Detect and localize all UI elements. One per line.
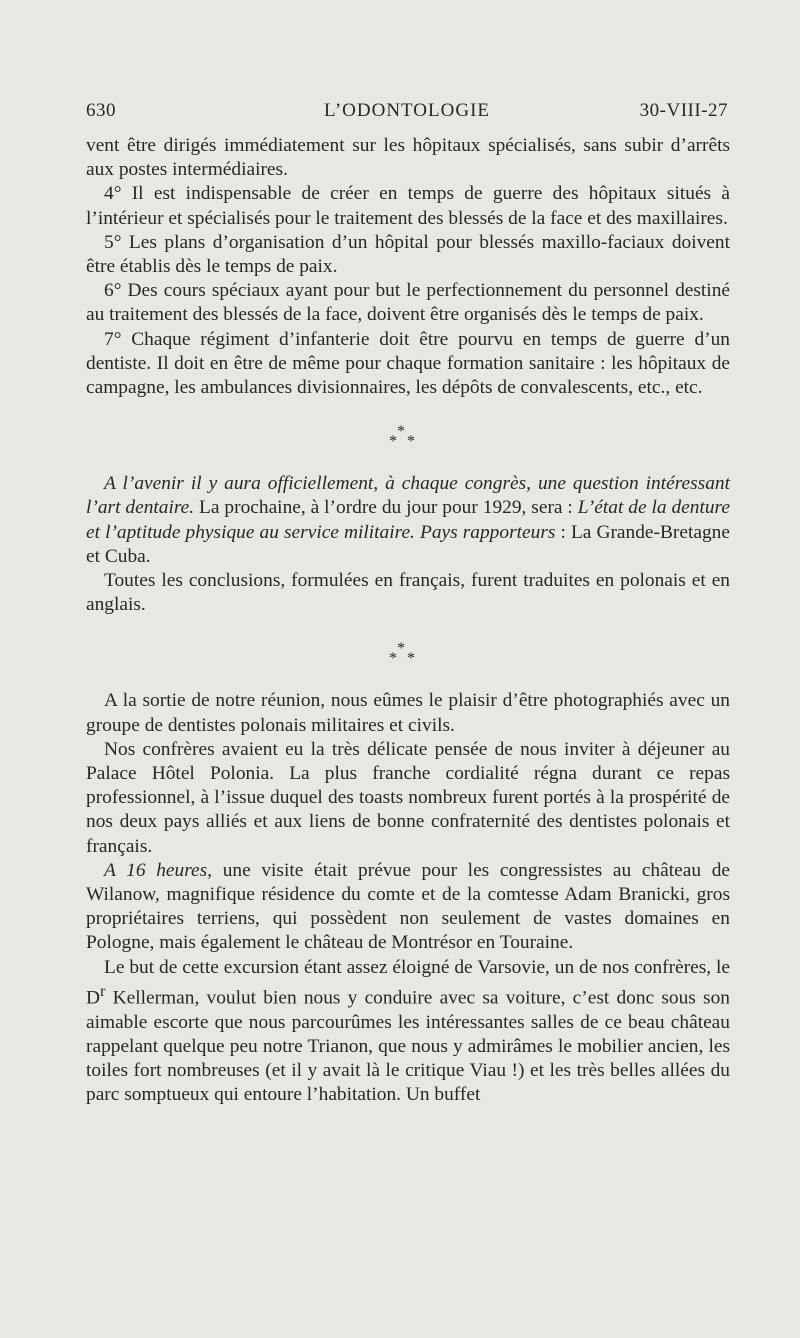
italic-text: A 16 heures, — [104, 859, 213, 881]
italic-text: L’état de la denture et l’aptitude physique au service militaire. Pays rapporteurs — [86, 497, 730, 543]
superscript: r — [100, 982, 106, 1000]
text: une visite était prévue pour les congressistes au château de Wilanow, magnifique résidence du comte et de la comtesse Adam Branicki, gros propriétaires terriens, qui possèdent non seulement de vastes domaines en Pologne, mais également le château de Montrésor en Touraine. — [86, 859, 730, 954]
paragraph: 5° Les plans d’organisation d’un hôpital pour blessés maxillo-faciaux doivent être établis dès le temps de paix. — [86, 231, 730, 278]
asterism-star: * — [397, 423, 405, 441]
asterism-star: * — [407, 650, 415, 668]
text: Le but de cette excursion étant assez éloigné de Varsovie, un de nos confrères, le D — [86, 956, 730, 1009]
issue-date: 30-VIII-27 — [639, 100, 728, 121]
paragraph: 6° Des cours spéciaux ayant pour but le perfectionnement du personnel destiné au traitement des blessés de la face, doivent être organisés dès le temps de paix. — [86, 280, 730, 326]
asterism-star: * — [397, 640, 405, 658]
paragraph — [86, 956, 730, 1108]
running-header — [86, 100, 728, 126]
paragraph: Toutes les conclusions, formulées en français, furent traduites en polonais et en anglais. — [86, 570, 730, 616]
journal-title: L’ODONTOLOGIE — [323, 100, 491, 121]
paragraph: 4° Il est indispensable de créer en temps de guerre des hôpitaux situés à l’intérieur et spécialisés pour le traitement des blessés de la face et des maxillaires. — [86, 183, 730, 229]
paragraph — [86, 472, 730, 569]
paragraph: Nos confrères avaient eu la très délicate pensée de nous inviter à déjeuner au Palace Hôtel Polonia. La plus franche cordialité régna durant ce repas professionnel, à l’issue duquel des toasts nombreux furent portés à la prospérité de nos deux pays alliés et aux liens de bonne confraternité des dentistes polonais et français. — [86, 738, 730, 857]
text: : La Grande-Bretagne et Cuba. — [86, 521, 730, 567]
page-number: 630 — [86, 100, 116, 121]
asterism-star: * — [389, 433, 397, 451]
asterism-star: * — [407, 433, 415, 451]
asterism-star: * — [389, 650, 397, 668]
section-separator — [86, 617, 730, 689]
paragraph: 7° Chaque régiment d’infanterie doit être pourvu en temps de guerre d’un dentiste. Il doit en être de même pour chaque formation sanitaire : les hôpitaux de campagne, les ambulances divisionnaires, les dépôts de convalescents, etc., etc. — [86, 328, 730, 399]
text: La prochaine, à l’ordre du jour pour 1929, sera : — [194, 497, 578, 519]
paragraph: A la sortie de notre réunion, nous eûmes le plaisir d’être photographiés avec un groupe de dentistes polonais militaires et civils. — [86, 690, 730, 736]
paragraph — [86, 859, 730, 956]
paragraph: vent être dirigés immédiatement sur les hôpitaux spécialisés, sans subir d’arrêts aux postes intermédiaires. — [86, 135, 730, 181]
text: Kellerman, voulut bien nous y conduire avec sa voiture, c’est donc sous son aimable escorte que nous parcourûmes les intéressantes salles de ce beau château rappelant quelque peu notre Trianon, que nous y admirâmes le mobilier ancien, les toiles fort nombreuses (et il y avait là le critique Viau !) et les très belles allées du parc somptueux qui entoure l’habitation. Un buffet — [86, 987, 730, 1106]
section-separator — [86, 400, 730, 472]
italic-text: A l’avenir il y aura officiellement, à chaque congrès, une question intéressant l’art dentaire. — [86, 473, 730, 519]
page-body — [86, 134, 730, 1107]
